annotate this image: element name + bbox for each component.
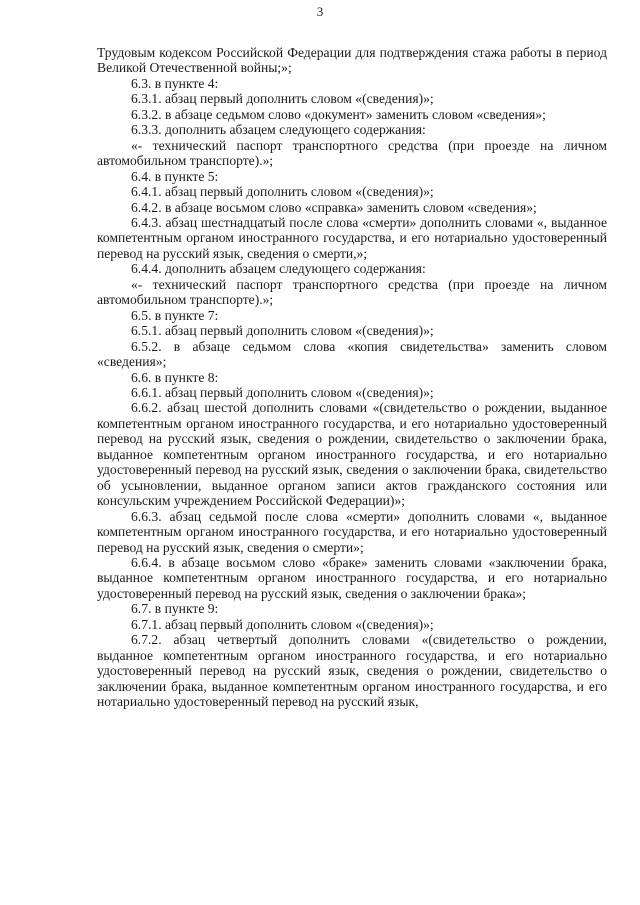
paragraph: 6.5. в пункте 7:: [131, 307, 219, 323]
paragraph: 6.6.4. в абзаце восьмом слово «браке» заменить словами «заключении брака, выданное компетентным органом иностранного государства, и его нотариально удостоверенный перевод на русский язык, сведения о заключении брака»;: [97, 554, 607, 601]
paragraph: 6.5.1. абзац первый дополнить словом «(сведения)»;: [131, 323, 434, 339]
paragraph: 6.4.2. в абзаце восьмом слово «справка» заменить словом «сведения»;: [131, 199, 537, 215]
paragraph: 6.4.3. абзац шестнадцатый после слова «смерти» дополнить словами «, выданное компетентным органом иностранного государства, и его нотариально удостоверенный перевод на русский язык, сведения о смерти,»;: [97, 214, 607, 261]
paragraph: 6.4.1. абзац первый дополнить словом «(сведения)»;: [131, 184, 434, 200]
paragraph: 6.7.2. абзац четвертый дополнить словами «(свидетельство о рождении, выданное компетентным органом иностранного государства, и его нотариально удостоверенный перевод на русский язык, сведения о рождении, свидетельство о заключении брака, выданное компетентным органом иностранного государства, и его нотариально удостоверенный перевод на русский язык,: [97, 632, 607, 710]
paragraph: 6.5.2. в абзаце седьмом слова «копия свидетельства» заменить словом «сведения»;: [97, 338, 607, 370]
document-body: [97, 45, 607, 709]
paragraph: «- технический паспорт транспортного средства (при проезде на личном автомобильном транспорте).»;: [97, 276, 607, 308]
paragraph: 6.4.4. дополнить абзацем следующего содержания:: [131, 261, 426, 277]
paragraph: 6.3.2. в абзаце седьмом слово «документ» заменить словом «сведения»;: [131, 106, 546, 122]
paragraph: «- технический паспорт транспортного средства (при проезде на личном автомобильном транспорте).»;: [97, 137, 607, 169]
paragraph: 6.6.1. абзац первый дополнить словом «(сведения)»;: [131, 384, 434, 400]
paragraph: 6.3. в пункте 4:: [131, 75, 219, 91]
paragraph: 6.6.3. абзац седьмой после слова «смерти» дополнить словами «, выданное компетентным органом иностранного государства, и его нотариально удостоверенный перевод на русский язык, сведения о смерти»;: [97, 508, 607, 555]
paragraph: 6.3.3. дополнить абзацем следующего содержания:: [131, 122, 426, 138]
paragraph: 6.6. в пункте 8:: [131, 369, 219, 385]
paragraph: Трудовым кодексом Российской Федерации для подтверждения стажа работы в период Великой Отечественной войны;»;: [97, 45, 607, 76]
page-number: 3: [316, 4, 324, 19]
paragraph: 6.4. в пункте 5:: [131, 168, 219, 184]
paragraph: 6.7. в пункте 9:: [131, 601, 219, 617]
paragraph: 6.3.1. абзац первый дополнить словом «(сведения)»;: [131, 91, 434, 107]
paragraph: 6.7.1. абзац первый дополнить словом «(сведения)»;: [131, 616, 434, 632]
paragraph: 6.6.2. абзац шестой дополнить словами «(свидетельство о рождении, выданное компетентным органом иностранного государства, и его нотариально удостоверенный перевод на русский язык, сведения о рождении, свидетельство о заключении брака, выданное компетентным органом иностранного государства, и его нотариально удостоверенный перевод на русский язык, сведения о заключении брака, свидетельство об усыновлении, выданное органом записи актов гражданского состояния или консульским учреждением Российской Федерации)»;: [97, 400, 607, 509]
